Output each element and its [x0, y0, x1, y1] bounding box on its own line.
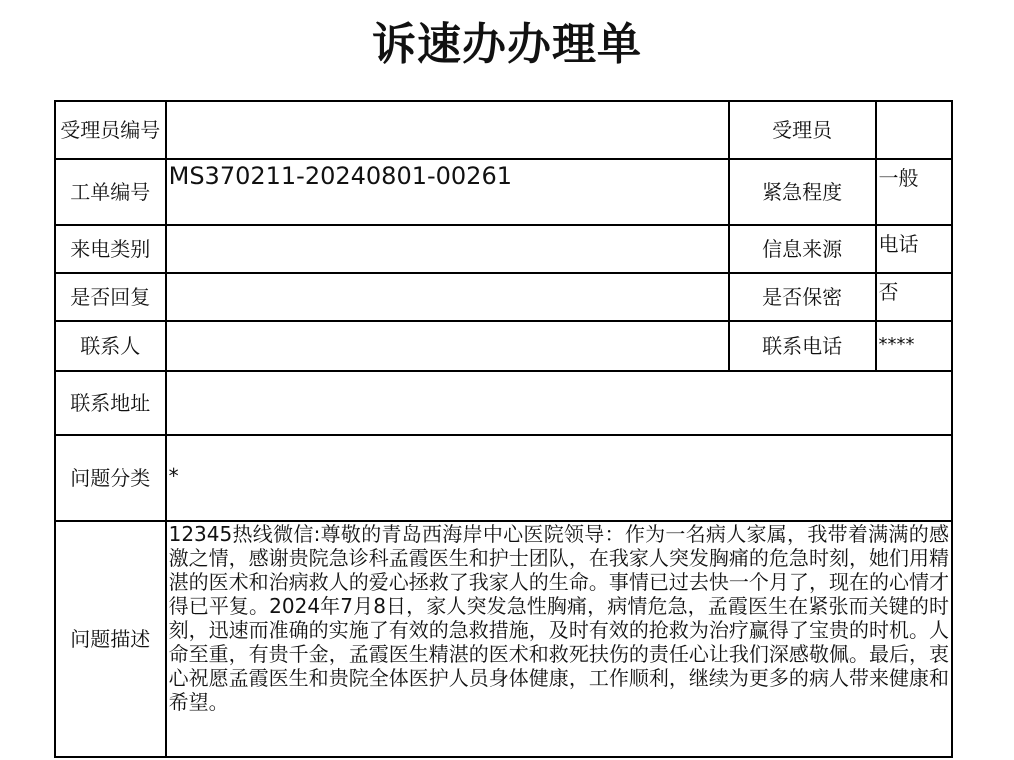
row-category: [55, 435, 952, 521]
category-value: *: [168, 464, 179, 488]
source-value: 电话: [878, 232, 919, 256]
acceptor-value: [876, 101, 952, 159]
row-description: [55, 521, 952, 757]
row-acceptor: [55, 101, 952, 159]
confidential-label: 是否保密: [729, 273, 876, 321]
category-label: 问题分类: [55, 435, 166, 521]
address-label: 联系地址: [55, 371, 166, 435]
description-value: 12345热线微信:尊敬的青岛西海岸中心医院领导：作为一名病人家属，我带着满满的感激之情，感谢贵院急诊科孟霞医生和护士团队，在我家人突发胸痛的危急时刻，她们用精湛的医术和治病救人的爱心拯救了我家人的生命。事情已过去快一个月了，现在的心情才得已平复。2024年7月8日，家人突发急性胸痛，病情危急，孟霞医生在紧张而关键的时刻，迅速而准确的实施了有效的急救措施，及时有效的抢救为治疗赢得了宝贵的时机。人命至重，有贵千金，孟霞医生精湛的医术和救死扶伤的责任心让我们深感敬佩。最后，衷心祝愿孟霞医生和贵院全体医护人员身体健康，工作顺利，继续为更多的病人带来健康和希望。: [168, 522, 949, 714]
order-no-label: 工单编号: [55, 159, 166, 225]
source-label: 信息来源: [729, 225, 876, 273]
row-call-type: [55, 225, 952, 273]
work-order-table: [54, 100, 953, 758]
reply-label: 是否回复: [55, 273, 166, 321]
row-reply: [55, 273, 952, 321]
urgency-label: 紧急程度: [729, 159, 876, 225]
row-address: [55, 371, 952, 435]
address-value: [166, 371, 952, 435]
phone-value: ****: [878, 334, 915, 355]
acceptor-label: 受理员: [729, 101, 876, 159]
contact-label: 联系人: [55, 321, 166, 371]
reply-value: [166, 273, 729, 321]
order-no-value: MS370211-20240801-00261: [168, 162, 512, 190]
form-title: 诉速办办理单: [372, 19, 642, 70]
row-order: [55, 159, 952, 225]
urgency-value: 一般: [878, 166, 919, 190]
confidential-value: 否: [878, 280, 899, 304]
call-type-label: 来电类别: [55, 225, 166, 273]
description-label: 问题描述: [55, 521, 166, 757]
row-contact: [55, 321, 952, 371]
call-type-value: [166, 225, 729, 273]
acceptor-no-value: [166, 101, 729, 159]
contact-value: [166, 321, 729, 371]
acceptor-no-label: 受理员编号: [55, 101, 166, 159]
phone-label: 联系电话: [729, 321, 876, 371]
